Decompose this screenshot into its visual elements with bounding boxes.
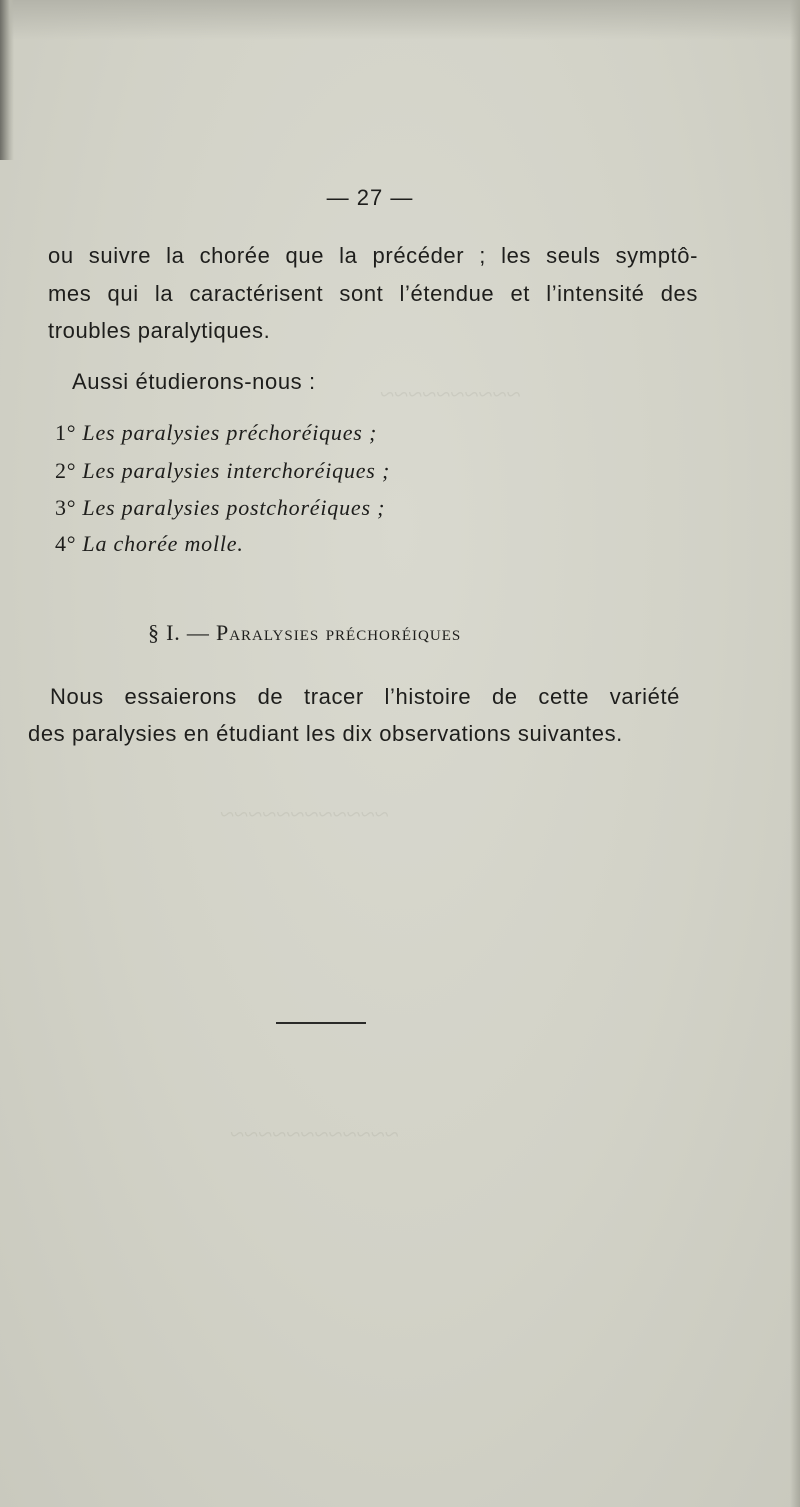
paragraph-line: ou suivre la chorée que la précéder ; les seuls symptô- (48, 243, 698, 268)
bleed-through-texture: ~~~~~~~~~~ (380, 380, 521, 409)
list-item (55, 420, 377, 446)
scan-right-edge (790, 0, 800, 1507)
list-item (55, 495, 385, 521)
list-intro: Aussi étudierons-nous : (72, 369, 316, 394)
scan-top-shadow (0, 0, 800, 40)
list-number: 2° (55, 458, 77, 483)
list-text: Les paralysies postchoréiques ; (82, 495, 386, 520)
bleed-through-texture: ~~~~~~~~~~~~ (230, 1120, 399, 1149)
section-prefix: § I. — (148, 620, 210, 645)
list-number: 4° (55, 531, 77, 556)
paragraph-line: des paralysies en étudiant les dix observations suivantes. (28, 721, 623, 746)
list-text: Les paralysies interchoréiques ; (82, 458, 391, 483)
list-number: 1° (55, 420, 77, 445)
list-text: La chorée molle. (82, 531, 244, 556)
bleed-through-texture: ~~~~~~~~~~~~ (220, 800, 389, 829)
page-number: — 27 — (326, 185, 414, 210)
section-rule (276, 1022, 366, 1024)
section-heading (148, 620, 461, 646)
section-title: Paralysies préchoréiques (215, 620, 462, 645)
scan-left-edge (0, 0, 14, 160)
list-item (55, 531, 244, 557)
list-number: 3° (55, 495, 77, 520)
list-item (55, 458, 390, 484)
list-text: Les paralysies préchoréiques ; (82, 420, 378, 445)
paragraph-line: troubles paralytiques. (48, 318, 271, 343)
paragraph-line: Nous essaierons de tracer l’histoire de cette variété (50, 684, 680, 709)
paragraph-line: mes qui la caractérisent sont l’étendue et l’intensité des (48, 281, 698, 306)
